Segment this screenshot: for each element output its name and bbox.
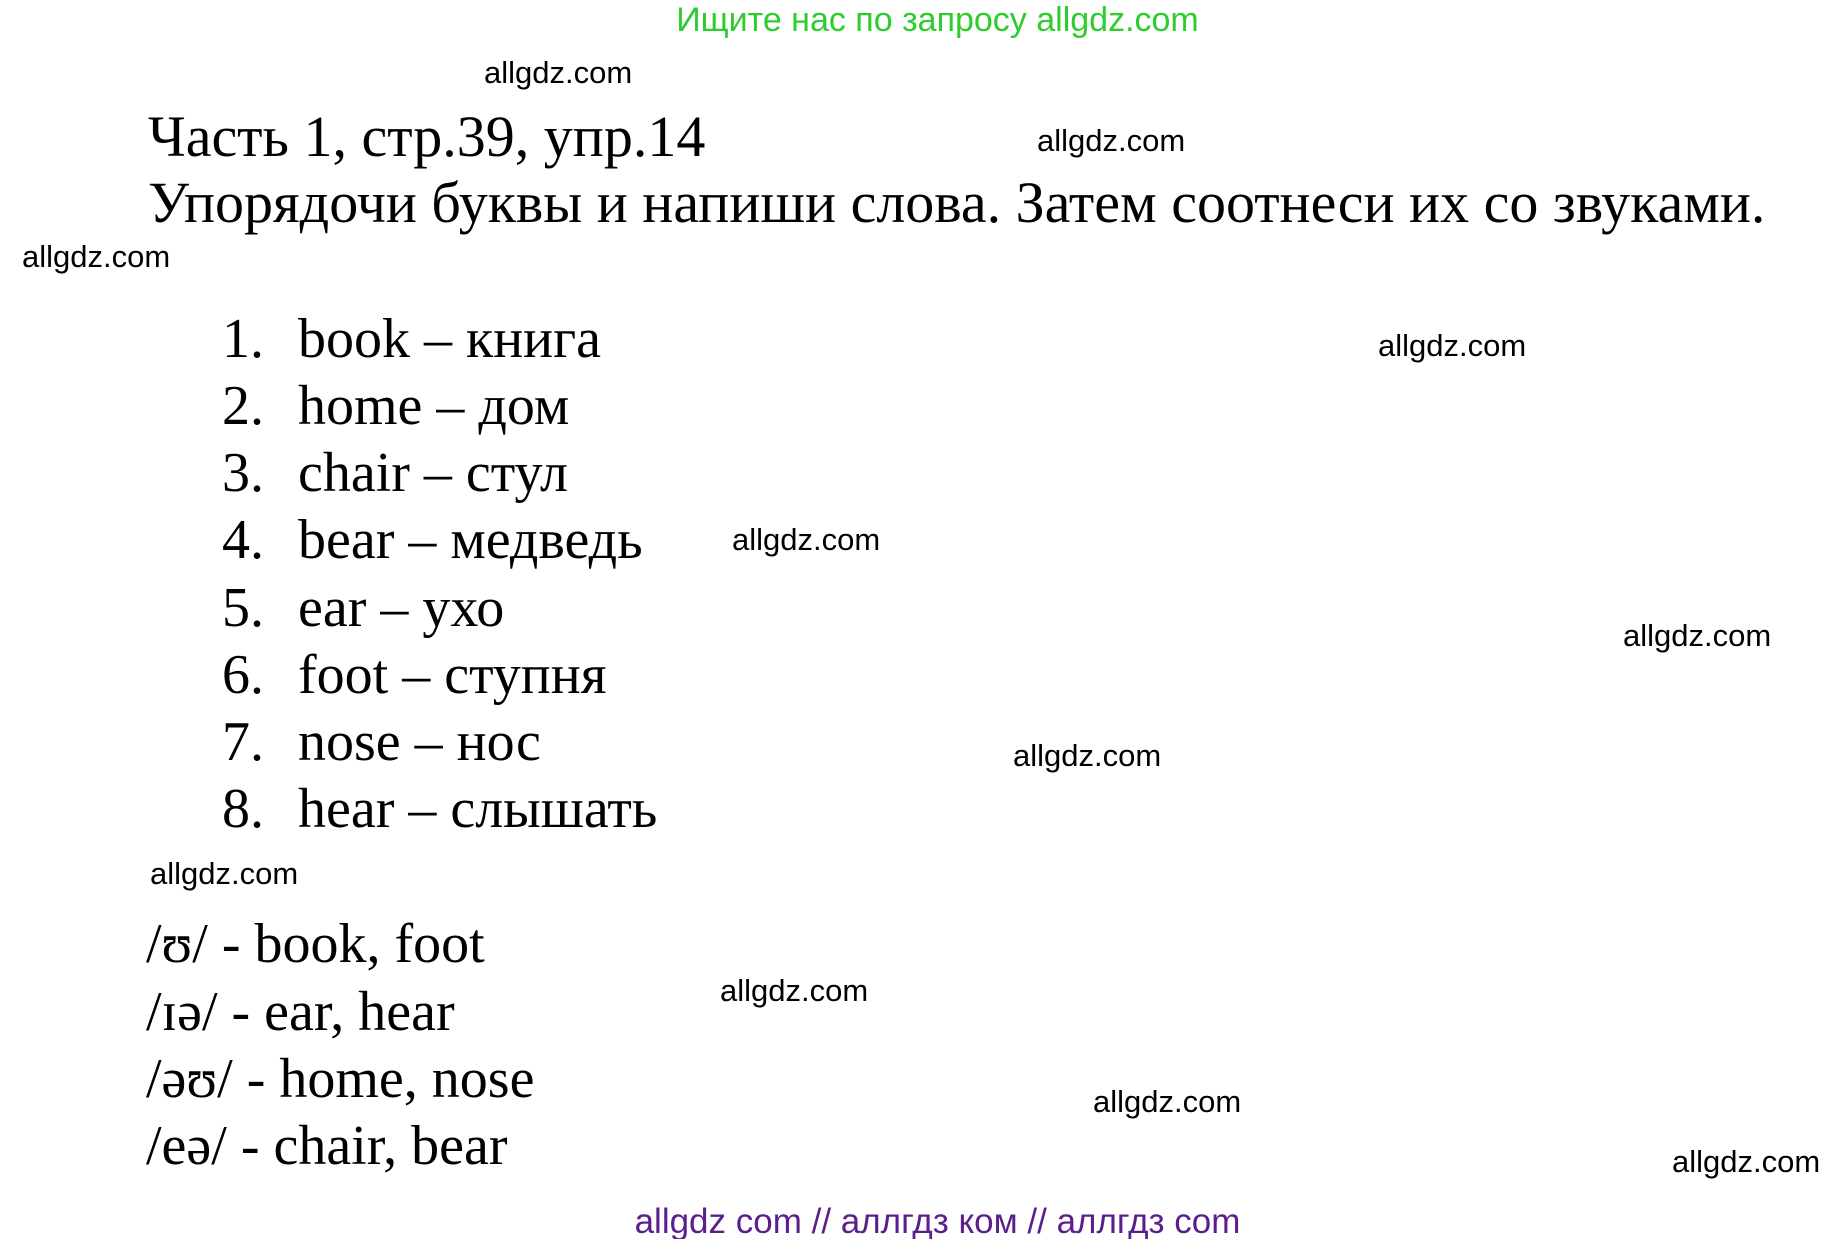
list-item [222, 508, 643, 572]
watermark: allgdz.com [484, 55, 633, 90]
list-item-text: nose – нос [298, 711, 541, 773]
list-item-number: 7. [222, 711, 264, 773]
list-item-text: chair – стул [298, 442, 568, 504]
list-item-number: 1. [222, 308, 264, 370]
watermark: allgdz.com [1037, 123, 1186, 158]
list-item [222, 307, 601, 371]
watermark: allgdz.com [732, 522, 881, 557]
list-item [222, 643, 607, 707]
watermark: allgdz.com [720, 973, 869, 1008]
watermark: allgdz.com [1672, 1144, 1821, 1179]
list-item-number: 6. [222, 644, 264, 706]
exercise-instruction: Упорядочи буквы и напиши слова. Затем соотнеси их со звуками. [148, 170, 1766, 235]
list-item [222, 374, 569, 438]
sound-group: /eə/ - chair, bear [146, 1115, 508, 1177]
top-banner[interactable]: Ищите нас по запросу allgdz.com [676, 1, 1199, 39]
list-item-number: 5. [222, 577, 264, 639]
list-item-text: hear – слышать [298, 778, 658, 840]
watermark: allgdz.com [150, 856, 299, 891]
watermark: allgdz.com [22, 239, 171, 274]
list-item-number: 4. [222, 509, 264, 571]
list-item-number: 2. [222, 375, 264, 437]
watermark: allgdz.com [1623, 618, 1772, 653]
list-item-text: bear – медведь [298, 509, 643, 571]
bottom-banner[interactable]: allgdz com // аллгдз ком // аллгдз com [634, 1202, 1241, 1239]
sound-group: /ɪə/ - ear, hear [146, 981, 455, 1043]
list-item-text: ear – ухо [298, 577, 505, 639]
sound-group: /əʊ/ - home, nose [146, 1048, 535, 1110]
list-item [222, 441, 568, 505]
list-item-text: book – книга [298, 308, 601, 370]
list-item-number: 3. [222, 442, 264, 504]
list-item [222, 576, 504, 640]
watermark: allgdz.com [1093, 1084, 1242, 1119]
list-item [222, 777, 657, 841]
list-item-text: home – дом [298, 375, 570, 437]
sound-group: /ʊ/ - book, foot [146, 913, 485, 975]
exercise-heading: Часть 1, стр.39, упр.14 [148, 104, 706, 169]
list-item [222, 710, 541, 774]
watermark: allgdz.com [1378, 328, 1527, 363]
list-item-text: foot – ступня [298, 644, 607, 706]
watermark: allgdz.com [1013, 738, 1162, 773]
list-item-number: 8. [222, 778, 264, 840]
